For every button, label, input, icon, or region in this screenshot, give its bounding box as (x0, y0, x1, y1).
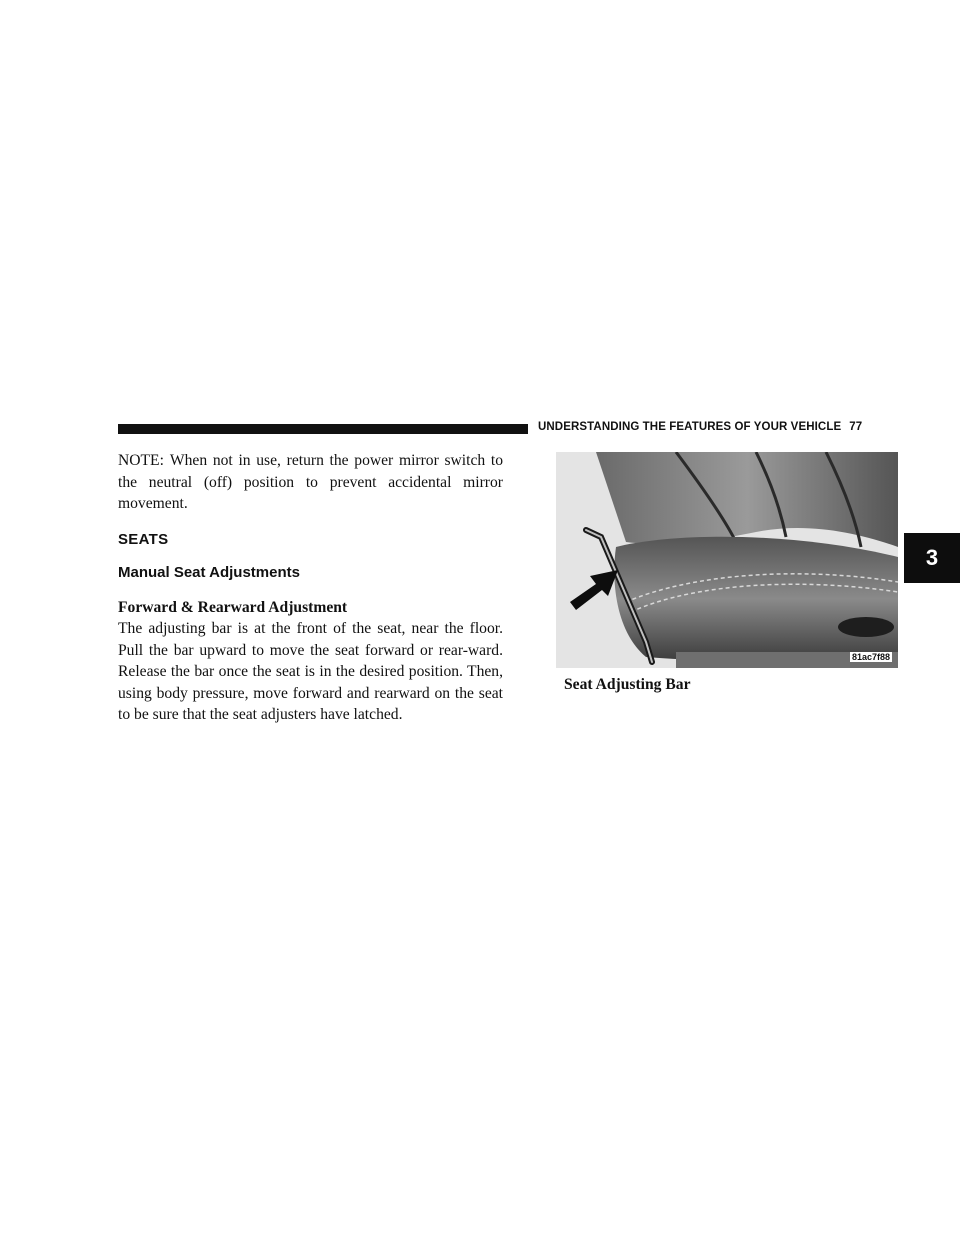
seat-drawing (556, 452, 898, 668)
subsection-heading: Manual Seat Adjustments (118, 564, 300, 581)
figure-caption: Seat Adjusting Bar (564, 676, 691, 693)
chapter-tab: 3 (904, 533, 960, 583)
note-paragraph (118, 450, 503, 515)
paragraph-heading: Forward & Rearward Adjustment (118, 598, 348, 616)
seat-illustration (556, 452, 898, 668)
note-text: When not in use, return the power mirror switch to the neutral (off) position to prevent accidental mirror movement. (118, 452, 503, 512)
figure-code: 81ac7f88 (851, 652, 890, 662)
page-number: 77 (849, 421, 863, 433)
section-heading: SEATS (118, 530, 169, 548)
text-column (118, 450, 503, 726)
running-header (538, 421, 862, 433)
note-label: NOTE: (118, 452, 164, 469)
header-rule (118, 424, 528, 434)
body-paragraph: The adjusting bar is at the front of the seat, near the floor. Pull the bar upward to move the seat forward or rear-ward. Release the bar once the seat is in the desired position. Then, using body pressure, move forward and rearward on the seat to be sure that the seat adjusters have latched. (118, 620, 503, 723)
section-title: UNDERSTANDING THE FEATURES OF YOUR VEHICLE (538, 421, 842, 433)
